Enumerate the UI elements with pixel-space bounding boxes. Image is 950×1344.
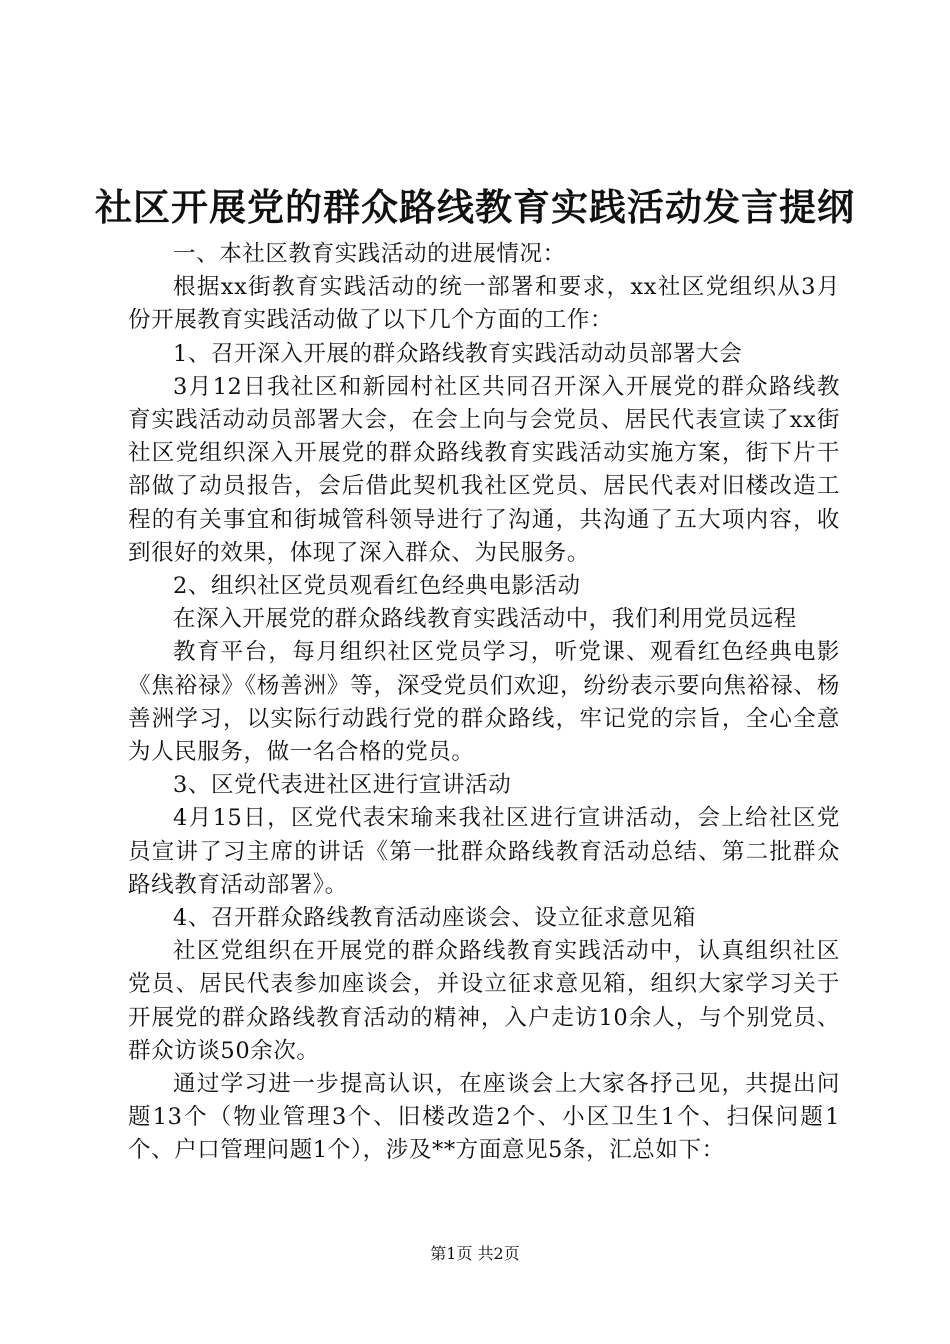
paragraph: 4月15日，区党代表宋瑜来我社区进行宣讲活动，会上给社区党员宣讲了习主席的讲话《第一批群众路线教育活动总结、第二批群众路线教育活动部署》。 xyxy=(128,805,840,898)
document-body xyxy=(128,238,840,1168)
paragraph: 4、召开群众路线教育活动座谈会、设立征求意见箱 xyxy=(173,905,697,932)
paragraph: 根据xx街教育实践活动的统一部署和要求，xx社区党组织从3月份开展教育实践活动做了以下几个方面的工作： xyxy=(128,274,840,334)
page-number-footer: 第1页 共2页 xyxy=(430,1244,520,1263)
paragraph: 3、区党代表进社区进行宣讲活动 xyxy=(173,772,512,799)
paragraph: 通过学习进一步提高认识，在座谈会上大家各抒己见，共提出问题13个（物业管理3个、旧楼改造2个、小区卫生1个、扫保问题1个、户口管理问题1个），涉及**方面意见5条，汇总如下： xyxy=(128,1071,840,1164)
paragraph: 在深入开展党的群众路线教育实践活动中，我们利用党员远程 xyxy=(173,606,797,633)
paragraph: 一、本社区教育实践活动的进展情况： xyxy=(173,241,566,267)
paragraph: 3月12日我社区和新园村社区共同召开深入开展党的群众路线教育实践活动动员部署大会，在会上向与会党员、居民代表宣读了xx街社区党组织深入开展党的群众路线教育实践活动实施方案，街下片干部做了动员报告，会后借此契机我社区党员、居民代表对旧楼改造工程的有关事宜和街城管科领导进行了沟通，共沟通了五大项内容，收到很好的效果，体现了深入群众、为民服务。 xyxy=(128,373,840,566)
paragraph: 1、召开深入开展的群众路线教育实践活动动员部署大会 xyxy=(173,340,743,367)
document-title: 社区开展党的群众路线教育实践活动发言提纲 xyxy=(95,185,855,229)
paragraph: 教育平台，每月组织社区党员学习，听党课、观看红色经典电影《焦裕禄》《杨善洲》等，深受党员们欢迎，纷纷表示要向焦裕禄、杨善洲学习，以实际行动践行党的群众路线，牢记党的宗旨，全心全意为人民服务，做一名合格的党员。 xyxy=(128,639,840,766)
paragraph: 2、组织社区党员观看红色经典电影活动 xyxy=(173,573,581,600)
paragraph: 社区党组织在开展党的群众路线教育实践活动中，认真组织社区党员、居民代表参加座谈会，并设立征求意见箱，组织大家学习关于开展党的群众路线教育活动的精神，入户走访10余人，与个别党员、群众访谈50余次。 xyxy=(128,938,840,1064)
